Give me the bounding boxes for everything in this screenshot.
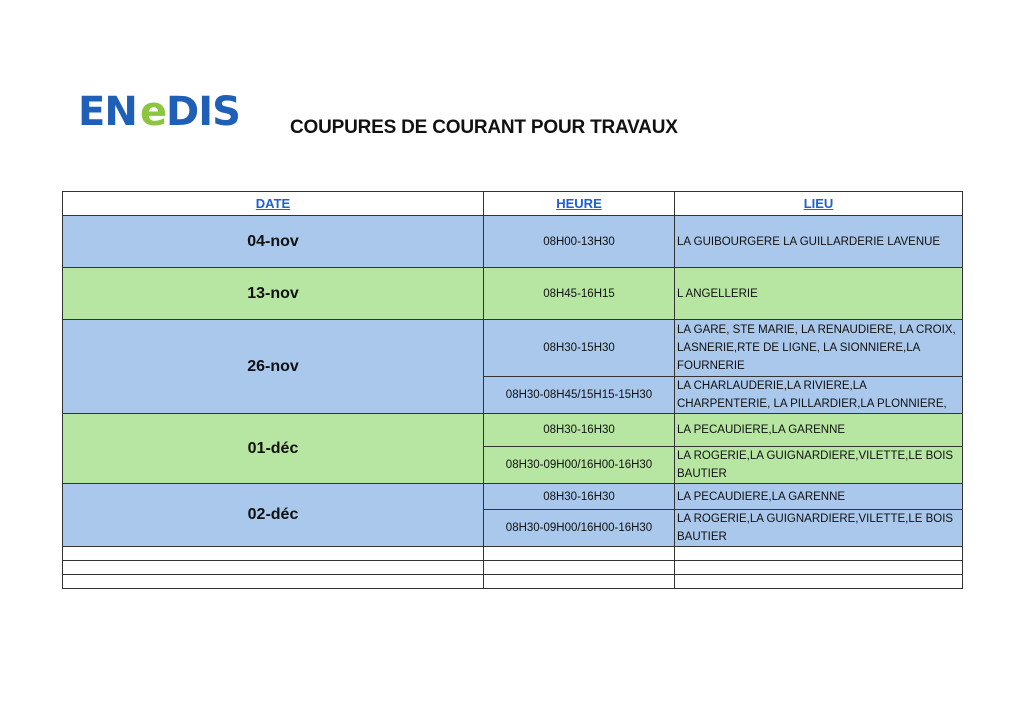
empty-row (63, 575, 963, 589)
header-heure: HEURE (484, 192, 675, 216)
date-cell: 13-nov (63, 268, 484, 320)
svg-text:e: e (140, 92, 168, 130)
header-lieu: LIEU (675, 192, 963, 216)
hour-cell: 08H30-16H30 (484, 484, 675, 510)
empty-row (63, 547, 963, 561)
hour-cell: 08H30-09H00/16H00-16H30 (484, 447, 675, 484)
hour-cell: 08H45-16H15 (484, 268, 675, 320)
table-row (63, 414, 963, 447)
page-title: COUPURES DE COURANT POUR TRAVAUX (290, 117, 678, 138)
place-cell: L ANGELLERIE (675, 268, 963, 320)
hour-cell: 08H30-15H30 (484, 320, 675, 377)
place-cell: LA PECAUDIERE,LA GARENNE (675, 414, 963, 447)
hour-cell: 08H00-13H30 (484, 216, 675, 268)
place-cell: LA ROGERIE,LA GUIGNARDIERE,VILETTE,LE BOIS BAUTIER (675, 447, 963, 484)
table-row (63, 320, 963, 377)
enedis-logo (78, 92, 243, 130)
svg-text:EN: EN (78, 92, 137, 130)
place-cell: LA GARE, STE MARIE, LA RENAUDIERE, LA CROIX, LASNERIE,RTE DE LIGNE, LA SIONNIERE,LA FOURNERIE (675, 320, 963, 377)
empty-row (63, 561, 963, 575)
date-cell: 02-déc (63, 484, 484, 547)
place-cell: LA CHARLAUDERIE,LA RIVIERE,LA CHARPENTERIE, LA PILLARDIER,LA PLONNIERE, (675, 377, 963, 414)
svg-text:DIS: DIS (166, 92, 240, 130)
table-row (63, 268, 963, 320)
header-date: DATE (63, 192, 484, 216)
hour-cell: 08H30-08H45/15H15-15H30 (484, 377, 675, 414)
hour-cell: 08H30-09H00/16H00-16H30 (484, 510, 675, 547)
place-cell: LA ROGERIE,LA GUIGNARDIERE,VILETTE,LE BOIS BAUTIER (675, 510, 963, 547)
date-cell: 26-nov (63, 320, 484, 414)
outage-table (62, 191, 963, 589)
table-row (63, 484, 963, 510)
place-cell: LA PECAUDIERE,LA GARENNE (675, 484, 963, 510)
date-cell: 04-nov (63, 216, 484, 268)
place-cell: LA GUIBOURGERE LA GUILLARDERIE LAVENUE (675, 216, 963, 268)
hour-cell: 08H30-16H30 (484, 414, 675, 447)
table-row (63, 216, 963, 268)
table-header-row (63, 192, 963, 216)
date-cell: 01-déc (63, 414, 484, 484)
